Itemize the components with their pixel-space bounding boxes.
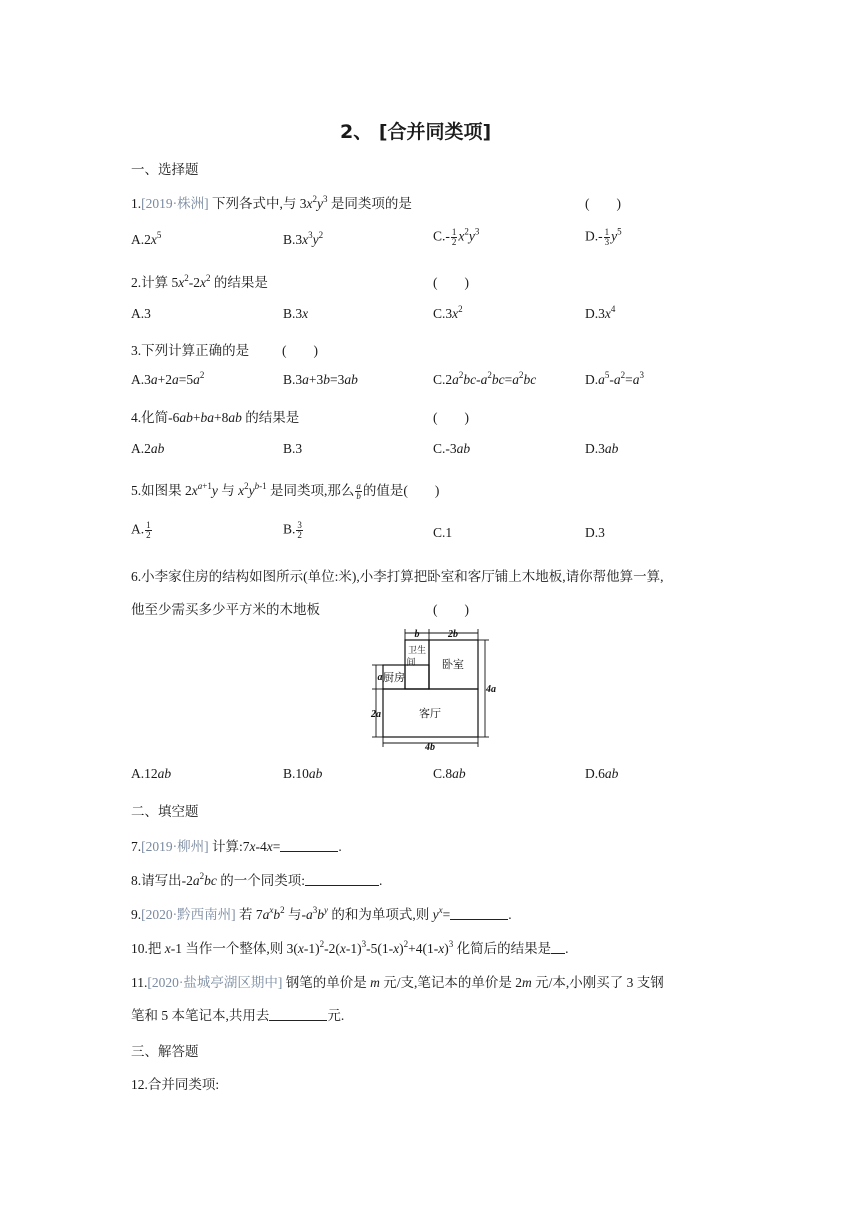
question-text: 是同类项的是 xyxy=(327,196,412,211)
option-d: $D.3x^4$ xyxy=(585,304,616,321)
question-10: 10.把 x-1 当作一个整体,则 $3(x-1)^2-2(x-1)^3-5(1-x)^2+4(1-x)^3$ 化简后的结果是 . xyxy=(131,939,569,956)
floor-plan-diagram xyxy=(360,622,500,752)
option-b: $B.3x^3y^2$ xyxy=(283,230,324,247)
question-6-line-1: 6.小李家住房的结构如图所示(单位:米),小李打算把卧室和客厅铺上木地板,请你帮他算一算, xyxy=(131,569,664,584)
section-heading-solve: 三、解答题 xyxy=(131,1044,199,1059)
option-d: D.3ab xyxy=(585,441,619,456)
dim-label-2b: 2b xyxy=(448,629,458,640)
option-c: C.1 xyxy=(433,525,453,540)
option-c: C.8ab xyxy=(433,766,466,781)
dim-label-4a: 4a xyxy=(486,684,496,695)
question-11-line-2: 笔和 5 本笔记本,共用去 元. xyxy=(131,1008,345,1023)
answer-paren: ( ) xyxy=(585,196,621,211)
dim-label-b: b xyxy=(414,629,420,640)
option-b: B.10ab xyxy=(283,766,323,781)
question-12: 12.合并同类项: xyxy=(131,1077,220,1092)
living-room-label: 客厅 xyxy=(419,708,441,720)
answer-blank[interactable] xyxy=(269,1008,327,1021)
question-text: 下列各式中,与 3 xyxy=(208,196,307,211)
option-a: $A.2x^5$ xyxy=(131,230,162,247)
question-2: 2.计算 $5x^2-2x^2$ 的结果是 xyxy=(131,273,268,290)
question-6-line-2: 他至少需买多少平方米的木地板 xyxy=(131,602,320,617)
answer-blank[interactable] xyxy=(551,941,565,954)
question-3: 3.下列计算正确的是 xyxy=(131,343,250,358)
dim-label-4b: 4b xyxy=(425,742,435,752)
option-b: B.3a+3b=3ab xyxy=(283,372,358,387)
option-a: A.2ab xyxy=(131,441,165,456)
dim-label-2a: 2a xyxy=(371,709,381,720)
section-heading-choice: 一、选择题 xyxy=(131,162,199,177)
option-d: D.- $\frac{1}{3}$ $y^5$ xyxy=(585,226,622,247)
option-c: C.-3ab xyxy=(433,441,471,456)
page-title: 2、 [合并同类项] xyxy=(340,121,492,143)
question-9: 9.[2020·黔西南州] 若 $7a^xb^2$ 与$-a^3b^y$ 的和为单项式,则 $y^x=$ . xyxy=(131,905,512,922)
kitchen-label: 厨房 xyxy=(383,672,405,684)
question-source: [2020·黔西南州] xyxy=(141,907,236,922)
question-4: 4.化简-6ab+ba+8ab 的结果是 xyxy=(131,410,300,425)
question-source: [2019·株洲] xyxy=(141,196,209,211)
option-c: C.- $\frac{1}{2}$ $x^2y^3$ xyxy=(433,226,480,247)
question-7: 7.[2019·柳州] 计算:7x-4x= . xyxy=(131,839,342,854)
question-1: 1.[2019·株洲] 下列各式中,与 $3x^2y^3$ 是同类项的是 xyxy=(131,194,412,211)
question-number: 1. xyxy=(131,196,142,211)
bathroom-label-2: 间 xyxy=(406,657,416,667)
question-source: [2019·柳州] xyxy=(141,839,209,854)
answer-blank[interactable] xyxy=(280,839,338,852)
option-b: B.3x xyxy=(283,306,309,321)
option-a: A.12ab xyxy=(131,766,172,781)
answer-paren: ( ) xyxy=(433,275,469,290)
option-d: D.6ab xyxy=(585,766,619,781)
question-11-line-1: 11.[2020·盐城亭湖区期中] 钢笔的单价是 m 元/支,笔记本的单价是 2m 元/本,小刚买了 3 支钢 xyxy=(131,975,664,990)
option-c: $C.3x^2$ xyxy=(433,304,463,321)
option-a: A. $\frac{1}{2}$ xyxy=(131,520,151,540)
option-b: B. $\frac{3}{2}$ xyxy=(283,520,302,540)
answer-blank[interactable] xyxy=(450,907,508,920)
answer-paren: ( ) xyxy=(282,343,318,358)
section-heading-fill: 二、填空题 xyxy=(131,804,199,819)
answer-paren: ( ) xyxy=(403,483,440,498)
question-8: 8.请写出$-2a^2bc$ 的一个同类项: . xyxy=(131,871,383,888)
answer-paren: ( ) xyxy=(433,410,469,425)
option-c: $C.2a^2bc-a^2bc=a^2bc$ xyxy=(433,370,537,387)
option-a: $A.3a+2a=5a^2$ xyxy=(131,370,205,387)
question-5: 5.如图果 $2x^{a+1}y$ 与 $x^2y^{b-1}$ 是同类项,那么 $\frac{a}{b}$ 的值是( ) xyxy=(131,481,440,502)
answer-paren: ( ) xyxy=(433,602,469,617)
bedroom-label: 卧室 xyxy=(442,659,464,671)
option-a: A.3 xyxy=(131,306,151,321)
option-d: $D.a^5-a^2=a^3$ xyxy=(585,370,644,387)
answer-blank[interactable] xyxy=(305,873,379,886)
option-b: B.3 xyxy=(283,441,303,456)
bathroom-label: 卫生 xyxy=(407,645,427,655)
dim-label-a: a xyxy=(377,672,383,683)
question-source: [2020·盐城亭湖区期中] xyxy=(147,975,283,990)
option-d: D.3 xyxy=(585,525,605,540)
